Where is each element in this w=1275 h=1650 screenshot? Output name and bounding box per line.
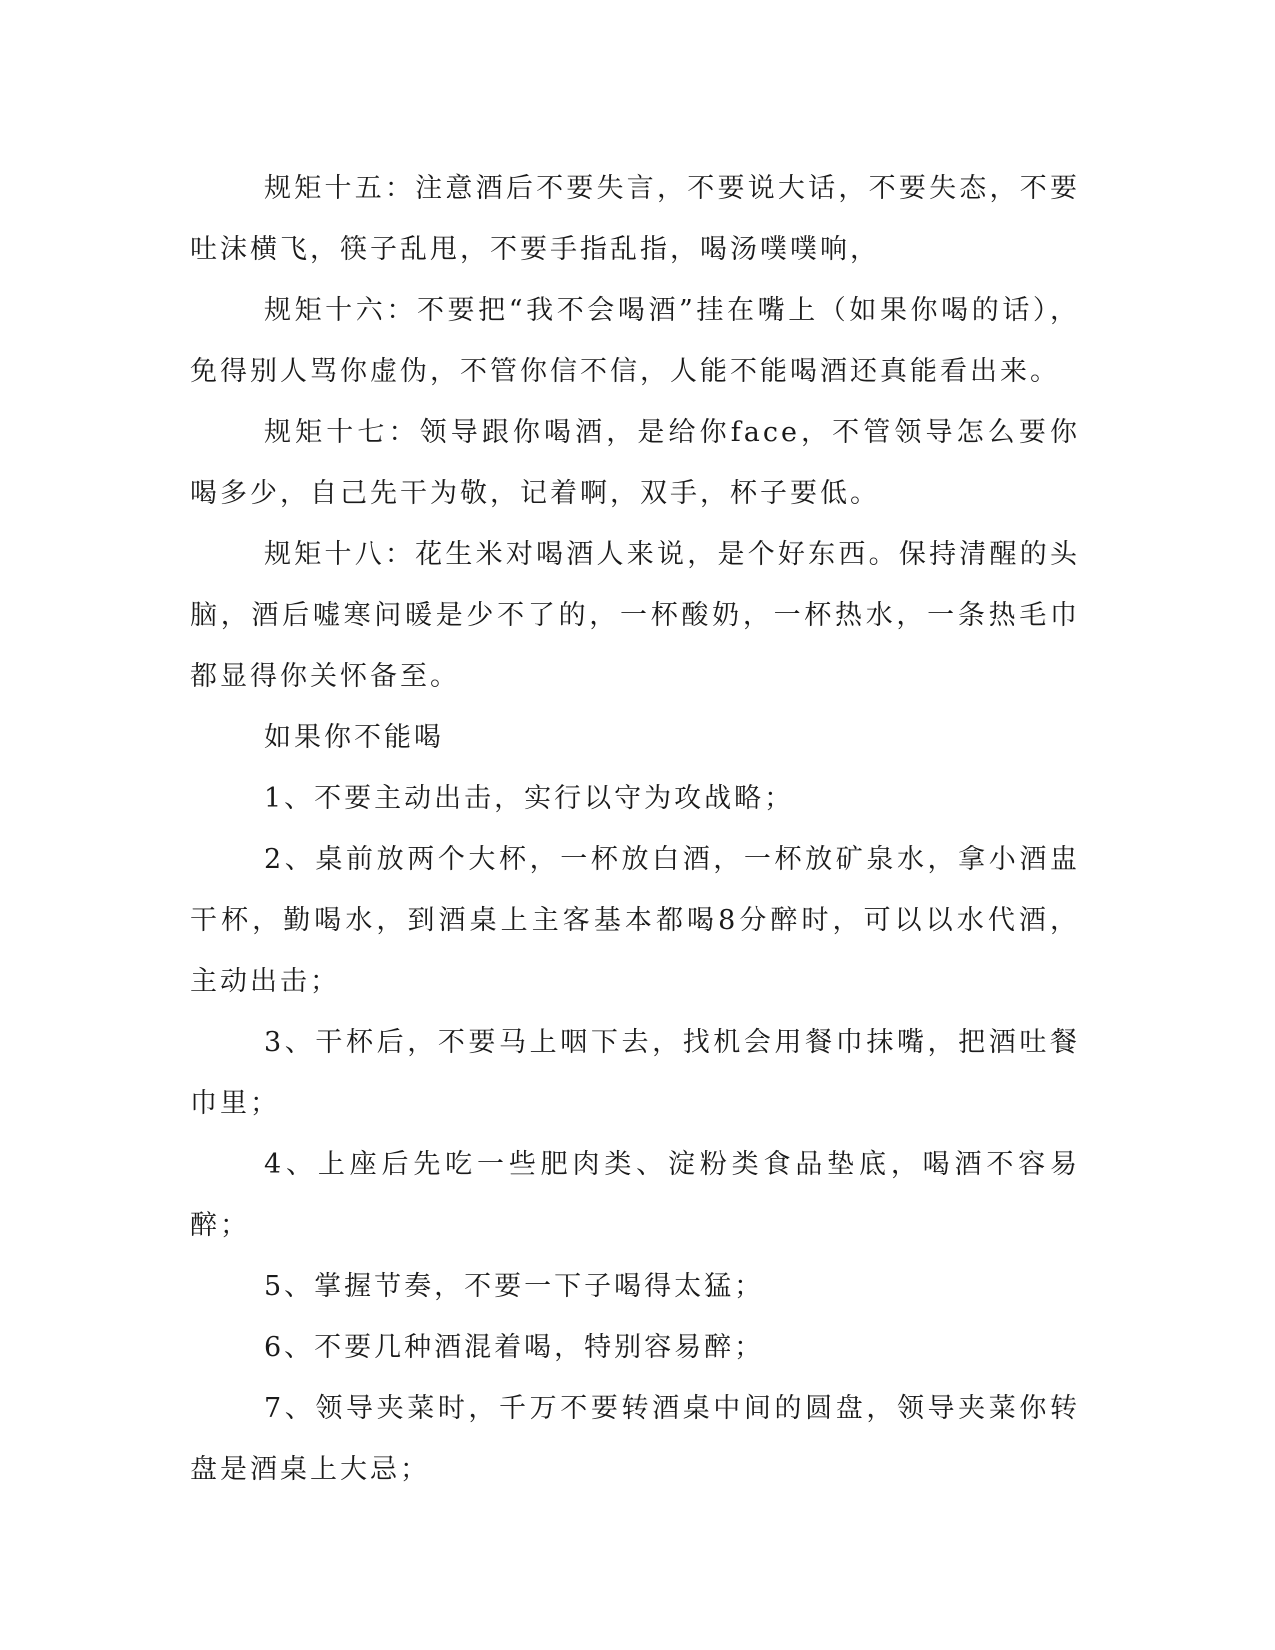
paragraph-rule-17: 规矩十七：领导跟你喝酒，是给你face，不管领导怎么要你喝多少，自己先干为敬，记着啊，双手，杯子要低。 <box>190 417 1080 509</box>
list-item-3: 3、干杯后，不要马上咽下去，找机会用餐巾抹嘴，把酒吐餐巾里； <box>190 1027 1080 1119</box>
list-item-4: 4、上座后先吃一些肥肉类、淀粉类食品垫底，喝酒不容易醉； <box>190 1149 1080 1241</box>
list-item-2: 2、桌前放两个大杯，一杯放白酒，一杯放矿泉水，拿小酒盅干杯，勤喝水，到酒桌上主客基本都喝8分醉时，可以以水代酒，主动出击； <box>190 844 1080 997</box>
paragraph-rule-18: 规矩十八：花生米对喝酒人来说，是个好东西。保持清醒的头脑，酒后嘘寒问暖是少不了的，一杯酸奶，一杯热水，一条热毛巾都显得你关怀备至。 <box>190 539 1080 692</box>
list-item-7: 7、领导夹菜时，千万不要转酒桌中间的圆盘，领导夹菜你转盘是酒桌上大忌； <box>190 1393 1080 1485</box>
list-item-5: 5、掌握节奏，不要一下子喝得太猛； <box>264 1271 765 1302</box>
document-body <box>190 158 1080 1500</box>
list-item-6: 6、不要几种酒混着喝，特别容易醉； <box>264 1332 765 1363</box>
section-heading: 如果你不能喝 <box>264 722 444 753</box>
paragraph-rule-16: 规矩十六：不要把“我不会喝酒”挂在嘴上（如果你喝的话），免得别人骂你虚伪，不管你信不信，人能不能喝酒还真能看出来。 <box>190 295 1080 387</box>
paragraph-rule-15: 规矩十五：注意酒后不要失言，不要说大话，不要失态，不要吐沫横飞，筷子乱甩，不要手指乱指，喝汤噗噗响， <box>190 173 1080 265</box>
list-item-1: 1、不要主动出击，实行以守为攻战略； <box>264 783 795 814</box>
